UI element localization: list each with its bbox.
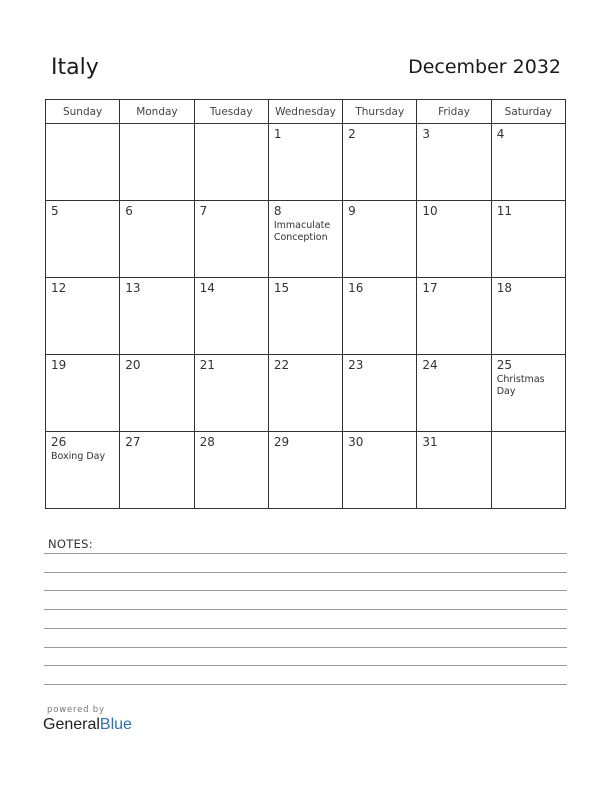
day-number: 4	[496, 127, 505, 141]
day-cell	[268, 278, 342, 355]
day-number: 22	[273, 358, 290, 372]
day-number: 13	[125, 281, 141, 295]
weekday-header: Friday	[417, 100, 491, 124]
day-cell	[120, 201, 194, 278]
day-cell	[491, 355, 565, 432]
brand-name-part2: Blue	[99, 716, 132, 733]
note-line	[44, 684, 567, 685]
day-number: 29	[273, 435, 290, 449]
day-number: 9	[348, 204, 356, 218]
day-number: 27	[125, 435, 141, 449]
day-number: 20	[125, 358, 141, 372]
day-number: 17	[422, 281, 438, 295]
week-row	[46, 355, 566, 432]
day-cell	[343, 124, 417, 201]
day-cell	[343, 201, 417, 278]
day-number: 30	[348, 435, 364, 449]
day-cell	[46, 355, 120, 432]
day-cell	[491, 124, 565, 201]
weekday-header-row	[46, 100, 566, 124]
day-number: 5	[51, 204, 59, 218]
notes-label: NOTES:	[48, 537, 93, 551]
note-line	[44, 590, 567, 591]
day-number: 1	[273, 127, 282, 141]
month-year-title: December 2032	[408, 56, 561, 78]
week-row	[46, 432, 566, 509]
day-number: 18	[496, 281, 512, 295]
day-number: 3	[422, 127, 431, 141]
day-cell	[194, 355, 268, 432]
weekday-header: Sunday	[46, 100, 120, 124]
day-cell	[491, 278, 565, 355]
weekday-header: Thursday	[343, 100, 417, 124]
day-cell	[343, 278, 417, 355]
holiday-label: Immaculate Conception	[273, 220, 331, 243]
day-number: 24	[422, 358, 438, 372]
day-number: 12	[51, 281, 67, 295]
day-number: 15	[273, 281, 290, 295]
day-cell	[46, 201, 120, 278]
note-line	[44, 572, 567, 573]
day-cell	[343, 355, 417, 432]
day-cell	[417, 124, 491, 201]
weekday-header: Monday	[120, 100, 194, 124]
day-cell	[194, 278, 268, 355]
week-row	[46, 278, 566, 355]
day-cell	[417, 278, 491, 355]
note-line	[44, 628, 567, 629]
day-cell	[417, 201, 491, 278]
day-number: 7	[199, 204, 208, 218]
holiday-label: Boxing Day	[51, 451, 106, 462]
day-cell	[46, 432, 120, 509]
day-number: 25	[496, 358, 512, 372]
holiday-label: Christmas Day	[496, 374, 545, 397]
week-row	[46, 124, 566, 201]
note-line	[44, 609, 567, 610]
day-number: 11	[496, 204, 512, 218]
day-cell	[343, 432, 417, 509]
day-cell	[491, 432, 565, 509]
day-cell	[120, 432, 194, 509]
brand-logo[interactable]	[43, 716, 132, 734]
powered-by-text: powered by	[47, 705, 105, 715]
calendar-body	[46, 124, 566, 509]
note-line	[44, 665, 567, 666]
weekday-header: Wednesday	[268, 100, 342, 124]
day-cell	[46, 278, 120, 355]
day-number: 2	[348, 127, 356, 141]
day-cell	[268, 355, 342, 432]
day-cell	[46, 124, 120, 201]
day-number: 14	[199, 281, 215, 295]
day-number: 16	[348, 281, 364, 295]
calendar-grid	[45, 99, 566, 509]
day-cell	[491, 201, 565, 278]
day-number: 6	[125, 204, 133, 218]
day-number: 10	[422, 204, 438, 218]
day-number: 31	[422, 435, 438, 449]
brand-name-part1: General	[43, 716, 100, 733]
day-cell	[194, 432, 268, 509]
day-number: 19	[51, 358, 67, 372]
day-cell	[268, 201, 342, 278]
day-cell	[194, 201, 268, 278]
day-number: 23	[348, 358, 364, 372]
note-line	[44, 553, 567, 554]
day-cell	[120, 355, 194, 432]
day-cell	[120, 278, 194, 355]
country-title: Italy	[51, 55, 99, 80]
weekday-header: Tuesday	[194, 100, 268, 124]
day-cell	[417, 355, 491, 432]
day-cell	[194, 124, 268, 201]
day-cell	[268, 124, 342, 201]
day-cell	[268, 432, 342, 509]
day-number: 28	[199, 435, 215, 449]
day-number: 21	[199, 358, 215, 372]
week-row	[46, 201, 566, 278]
day-cell	[417, 432, 491, 509]
day-number: 26	[51, 435, 67, 449]
day-number: 8	[273, 204, 282, 218]
weekday-header: Saturday	[491, 100, 565, 124]
day-cell	[120, 124, 194, 201]
note-line	[44, 647, 567, 648]
